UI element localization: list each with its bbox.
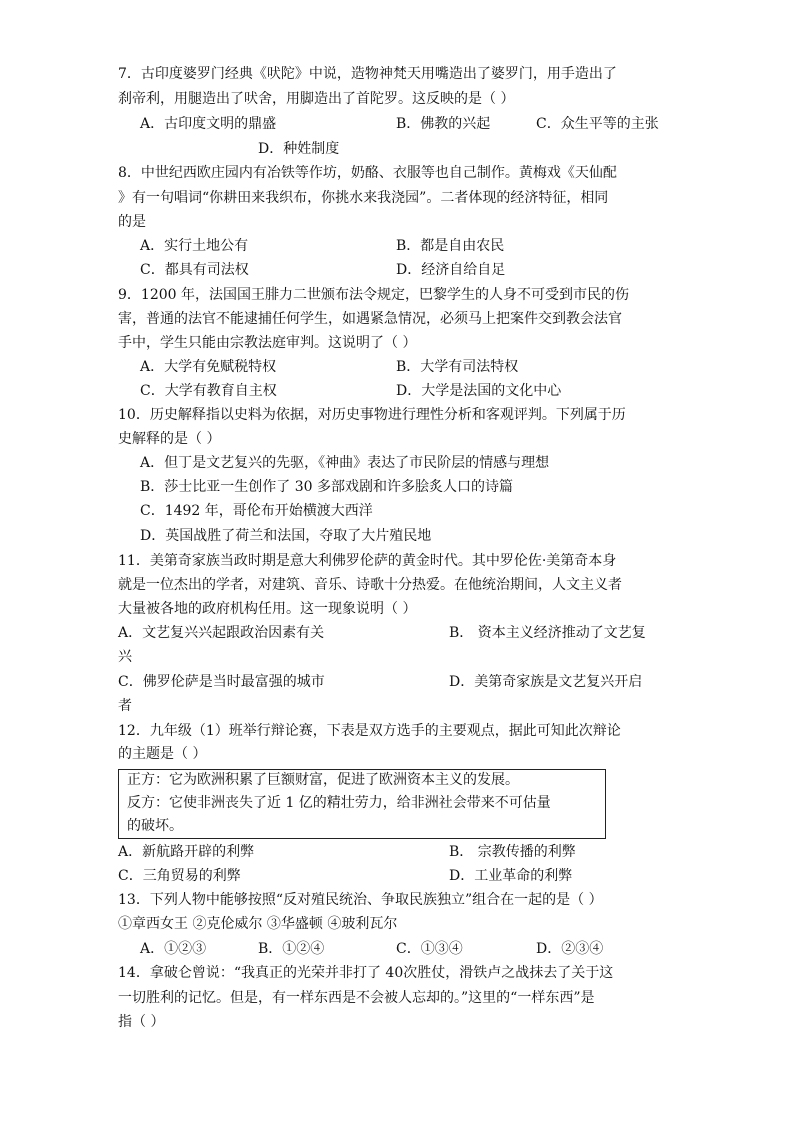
q7-stem: 7．古印度婆罗门经典《吠陀》中说，造物神梵天用嘴造出了婆罗门，用手造出了 <box>118 66 617 82</box>
q9-option-d: D．大学是法国的文化中心 <box>396 383 562 399</box>
q9-option-b: B．大学有司法特权 <box>396 359 519 375</box>
negative-viewpoint-cont: 的破坏。 <box>127 818 183 834</box>
q9-stem: 害，普通的法官不能逮捕任何学生，如遇紧急情况，必须马上把案件交到教会法官 <box>118 311 622 327</box>
q13-option-d: D．②③④ <box>536 941 604 957</box>
affirmative-viewpoint: 正方：它为欧洲积累了巨额财富，促进了欧洲资本主义的发展。 <box>127 772 519 788</box>
q11-option-b: B． 资本主义经济推动了文艺复 <box>449 625 646 641</box>
q11-option-d-cont: 者 <box>118 698 132 714</box>
negative-viewpoint: 反方：它使非洲丧失了近 1 亿的精壮劳力，给非洲社会带来不可估量 <box>127 795 551 811</box>
q10-option-c: C．1492 年，哥伦布开始横渡大西洋 <box>140 503 373 519</box>
q11-stem: 就是一位杰出的学者，对建筑、音乐、诗歌十分热爱。在他统治期间，人文主义者 <box>118 577 622 593</box>
q14-stem: 14．拿破仑曾说：“我真正的光荣并非打了 40次胜仗，滑铁卢之战抹去了关于这 <box>118 965 614 981</box>
q10-stem: 10．历史解释指以史料为依据，对历史事物进行理性分析和客观评判。下列属于历 <box>118 407 626 423</box>
q10-stem: 史解释的是（ ） <box>118 431 221 447</box>
q12-option-c: C．三角贸易的利弊 <box>118 868 241 884</box>
q8-option-c: C．都具有司法权 <box>140 262 249 278</box>
q13-option-c: C．①③④ <box>396 941 463 957</box>
q8-stem: 》有一句唱词“你耕田来我织布，你挑水来我浇园”。二者体现的经济特征，相同 <box>118 190 609 206</box>
q11-option-c: C．佛罗伦萨是当时最富强的城市 <box>118 674 325 690</box>
q12-option-d: D．工业革命的利弊 <box>449 868 573 884</box>
q9-stem: 手中，学生只能由宗教法庭审判。这说明了（ ） <box>118 335 417 351</box>
q12-option-b: B． 宗教传播的利弊 <box>449 844 576 860</box>
q7-option-d: D．种姓制度 <box>258 141 340 157</box>
q11-stem: 大量被各地的政府机构任用。这一现象说明（ ） <box>118 601 417 617</box>
q10-option-d: D．英国战胜了荷兰和法国，夺取了大片殖民地 <box>140 528 432 544</box>
q12-stem: 的主题是（ ） <box>118 746 207 762</box>
q8-stem: 8．中世纪西欧庄园内有冶铁等作坊，奶酪、衣服等也自己制作。黄梅戏《天仙配 <box>118 165 617 181</box>
q12-stem: 12．九年级（1）班举行辩论赛，下表是双方选手的主要观点，据此可知此次辩论 <box>118 723 621 739</box>
q8-option-b: B．都是自由农民 <box>396 238 505 254</box>
q13-option-a: A．①②③ <box>140 941 207 957</box>
q10-option-a: A．但丁是文艺复兴的先驱，《神曲》表达了市民阶层的情感与理想 <box>140 455 550 471</box>
q13-figures: ①章西女王 ②克伦威尔 ③华盛顿 ④玻利瓦尔 <box>118 916 398 932</box>
q11-option-d: D．美第奇家族是文艺复兴开启 <box>449 674 643 690</box>
q7-option-b: B．佛教的兴起 <box>396 116 491 132</box>
q12-option-a: A．新航路开辟的利弊 <box>118 844 255 860</box>
q11-option-b-cont: 兴 <box>118 649 132 665</box>
q13-stem: 13．下列人物中能够按照“反对殖民统治、争取民族独立”组合在一起的是（ ） <box>118 892 603 908</box>
q9-option-c: C．大学有教育自主权 <box>140 383 277 399</box>
q14-stem: 指（ ） <box>118 1014 165 1030</box>
q8-option-d: D．经济自给自足 <box>396 262 506 278</box>
q7-option-c: C．众生平等的主张 <box>536 116 659 132</box>
debate-viewpoints-box <box>118 769 606 839</box>
q8-stem: 的是 <box>118 214 146 230</box>
q11-option-a: A．文艺复兴兴起跟政治因素有关 <box>118 625 325 641</box>
q11-stem: 11．美第奇家族当政时期是意大利佛罗伦萨的黄金时代。其中罗伦佐·美第奇本身 <box>118 553 617 569</box>
q14-stem: 一切胜利的记忆。但是，有一样东西是不会被人忘却的。”这里的“一样东西”是 <box>118 990 595 1006</box>
q7-stem: 刹帝利，用腿造出了吠舍，用脚造出了首陀罗。这反映的是（ ） <box>118 91 515 107</box>
q13-option-b: B．①②④ <box>258 941 325 957</box>
q7-option-a: A．古印度文明的鼎盛 <box>140 116 277 132</box>
q10-option-b: B．莎士比亚一生创作了 30 多部戏剧和许多脍炙人口的诗篇 <box>140 479 514 495</box>
q9-stem: 9．1200 年，法国国王腓力二世颁布法令规定，巴黎学生的人身不可受到市民的伤 <box>118 287 629 303</box>
q9-option-a: A．大学有免赋税特权 <box>140 359 277 375</box>
q8-option-a: A．实行土地公有 <box>140 238 249 254</box>
